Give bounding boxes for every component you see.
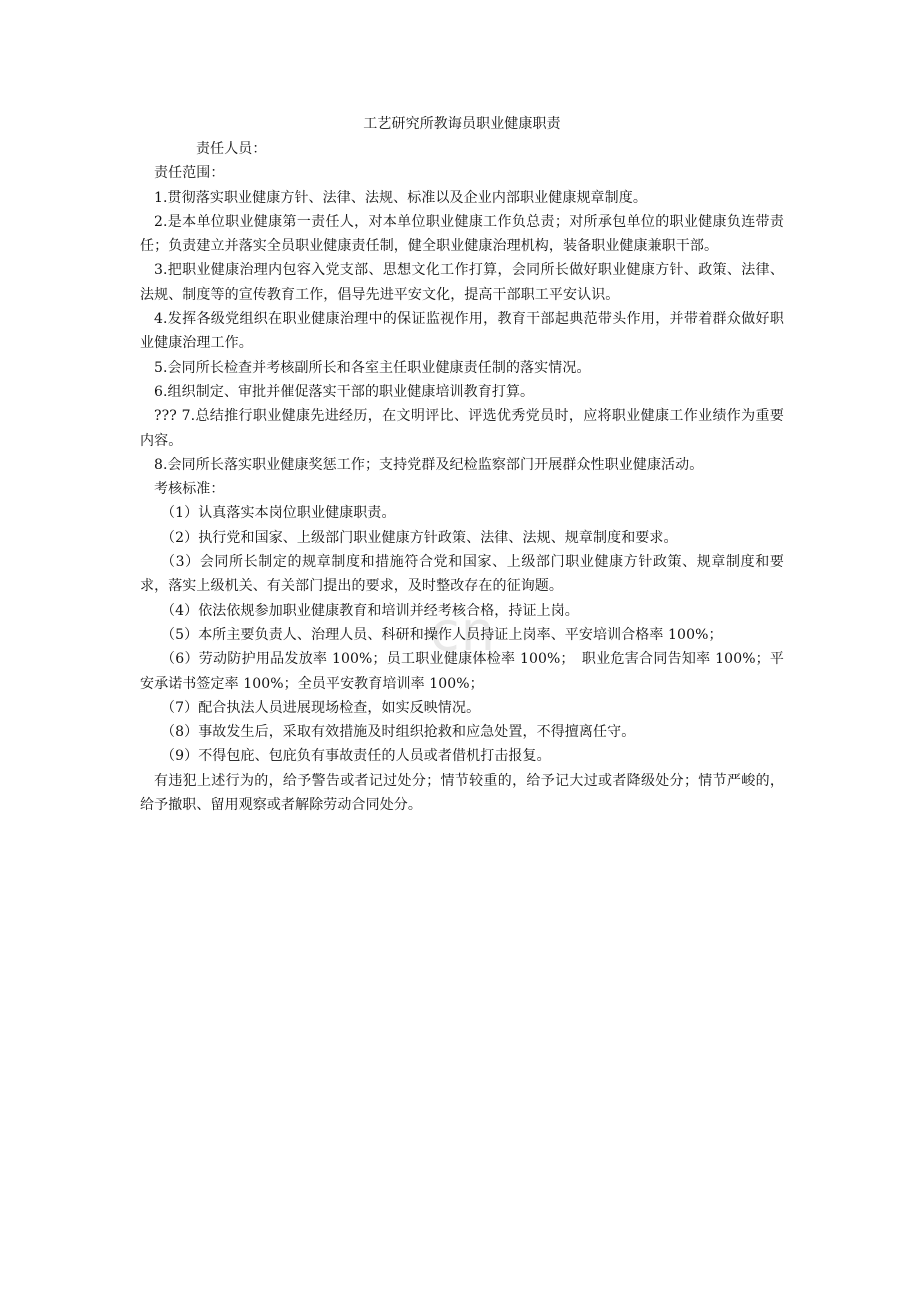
scope-item: ??? 7.总结推行职业健康先进经历，在文明评比、评选优秀党员时，应将职业健康工作业绩作为重要内容。 xyxy=(140,408,784,449)
criteria-item: （2）执行党和国家、上级部门职业健康方针政策、法律、法规、规章制度和要求。 xyxy=(161,529,678,546)
criteria-item: （3）会同所长制定的规章制度和措施符合党和国家、上级部门职业健康方针政策、规章制度和要求，落实上级机关、有关部门提出的要求，及时整改存在的征询题。 xyxy=(140,554,784,595)
document-title: 工艺研究所教诲员职业健康职责 xyxy=(363,116,561,132)
watermark: cn xyxy=(430,600,496,663)
document-page xyxy=(140,112,784,817)
penalty-paragraph: 有违犯上述行为的，给予警告或者记过处分；情节较重的，给予记大过或者降级处分；情节严峻的，给予撤职、留用观察或者解除劳动合同处分。 xyxy=(140,772,784,814)
criteria-item: （4）依法依规参加职业健康教育和培训并经考核合格，持证上岗。 xyxy=(161,602,579,619)
criteria-item: （1）认真落实本岗位职业健康职责。 xyxy=(161,505,396,522)
criteria-item: （9）不得包庇、包庇负有事故责任的人员或者借机打击报复。 xyxy=(161,748,551,765)
criteria-item: （7）配合执法人员进展现场检查，如实反映情况。 xyxy=(161,699,481,716)
criteria-item: （5）本所主要负责人、治理人员、科研和操作人员持证上岗率、平安培训合格率 100%； xyxy=(161,626,723,643)
criteria-label: 考核标准： xyxy=(154,481,225,498)
scope-item: 8.会同所长落实职业健康奖惩工作；支持党群及纪检监察部门开展群众性职业健康活动。 xyxy=(154,456,704,473)
scope-item: 3.把职业健康治理内包容入党支部、思想文化工作打算，会同所长做好职业健康方针、政策、法律、法规、制度等的宣传教育工作，倡导先进平安文化，提高干部职工平安认识。 xyxy=(140,262,784,303)
criteria-item: （8）事故发生后，采取有效措施及时组织抢救和应急处置，不得擅离任守。 xyxy=(161,724,636,741)
scope-item: 1.贯彻落实职业健康方针、法律、法规、标准以及企业内部职业健康规章制度。 xyxy=(154,189,647,206)
criteria-item: （6）劳动防护用品发放率 100%；员工职业健康体检率 100%； 职业危害合同告知率 100%；平安承诺书签定率 100%；全员平安教育培训率 100%； xyxy=(140,651,784,692)
scope-item: 5.会同所长检查并考核副所长和各室主任职业健康责任制的落实情况。 xyxy=(154,359,591,376)
scope-label: 责任范围： xyxy=(154,165,225,182)
scope-item: 4.发挥各级党组织在职业健康治理中的保证监视作用，教育干部起典范带头作用，并带着群众做好职业健康治理工作。 xyxy=(140,311,784,352)
scope-item: 6.组织制定、审批并催促落实干部的职业健康培训教育打算。 xyxy=(154,383,535,400)
scope-item: 2.是本单位职业健康第一责任人，对本单位职业健康工作负总责；对所承包单位的职业健康负连带责任；负责建立并落实全员职业健康责任制，健全职业健康治理机构，装备职业健康兼职干部。 xyxy=(140,213,784,255)
responsible-person-label: 责任人员： xyxy=(196,141,267,157)
